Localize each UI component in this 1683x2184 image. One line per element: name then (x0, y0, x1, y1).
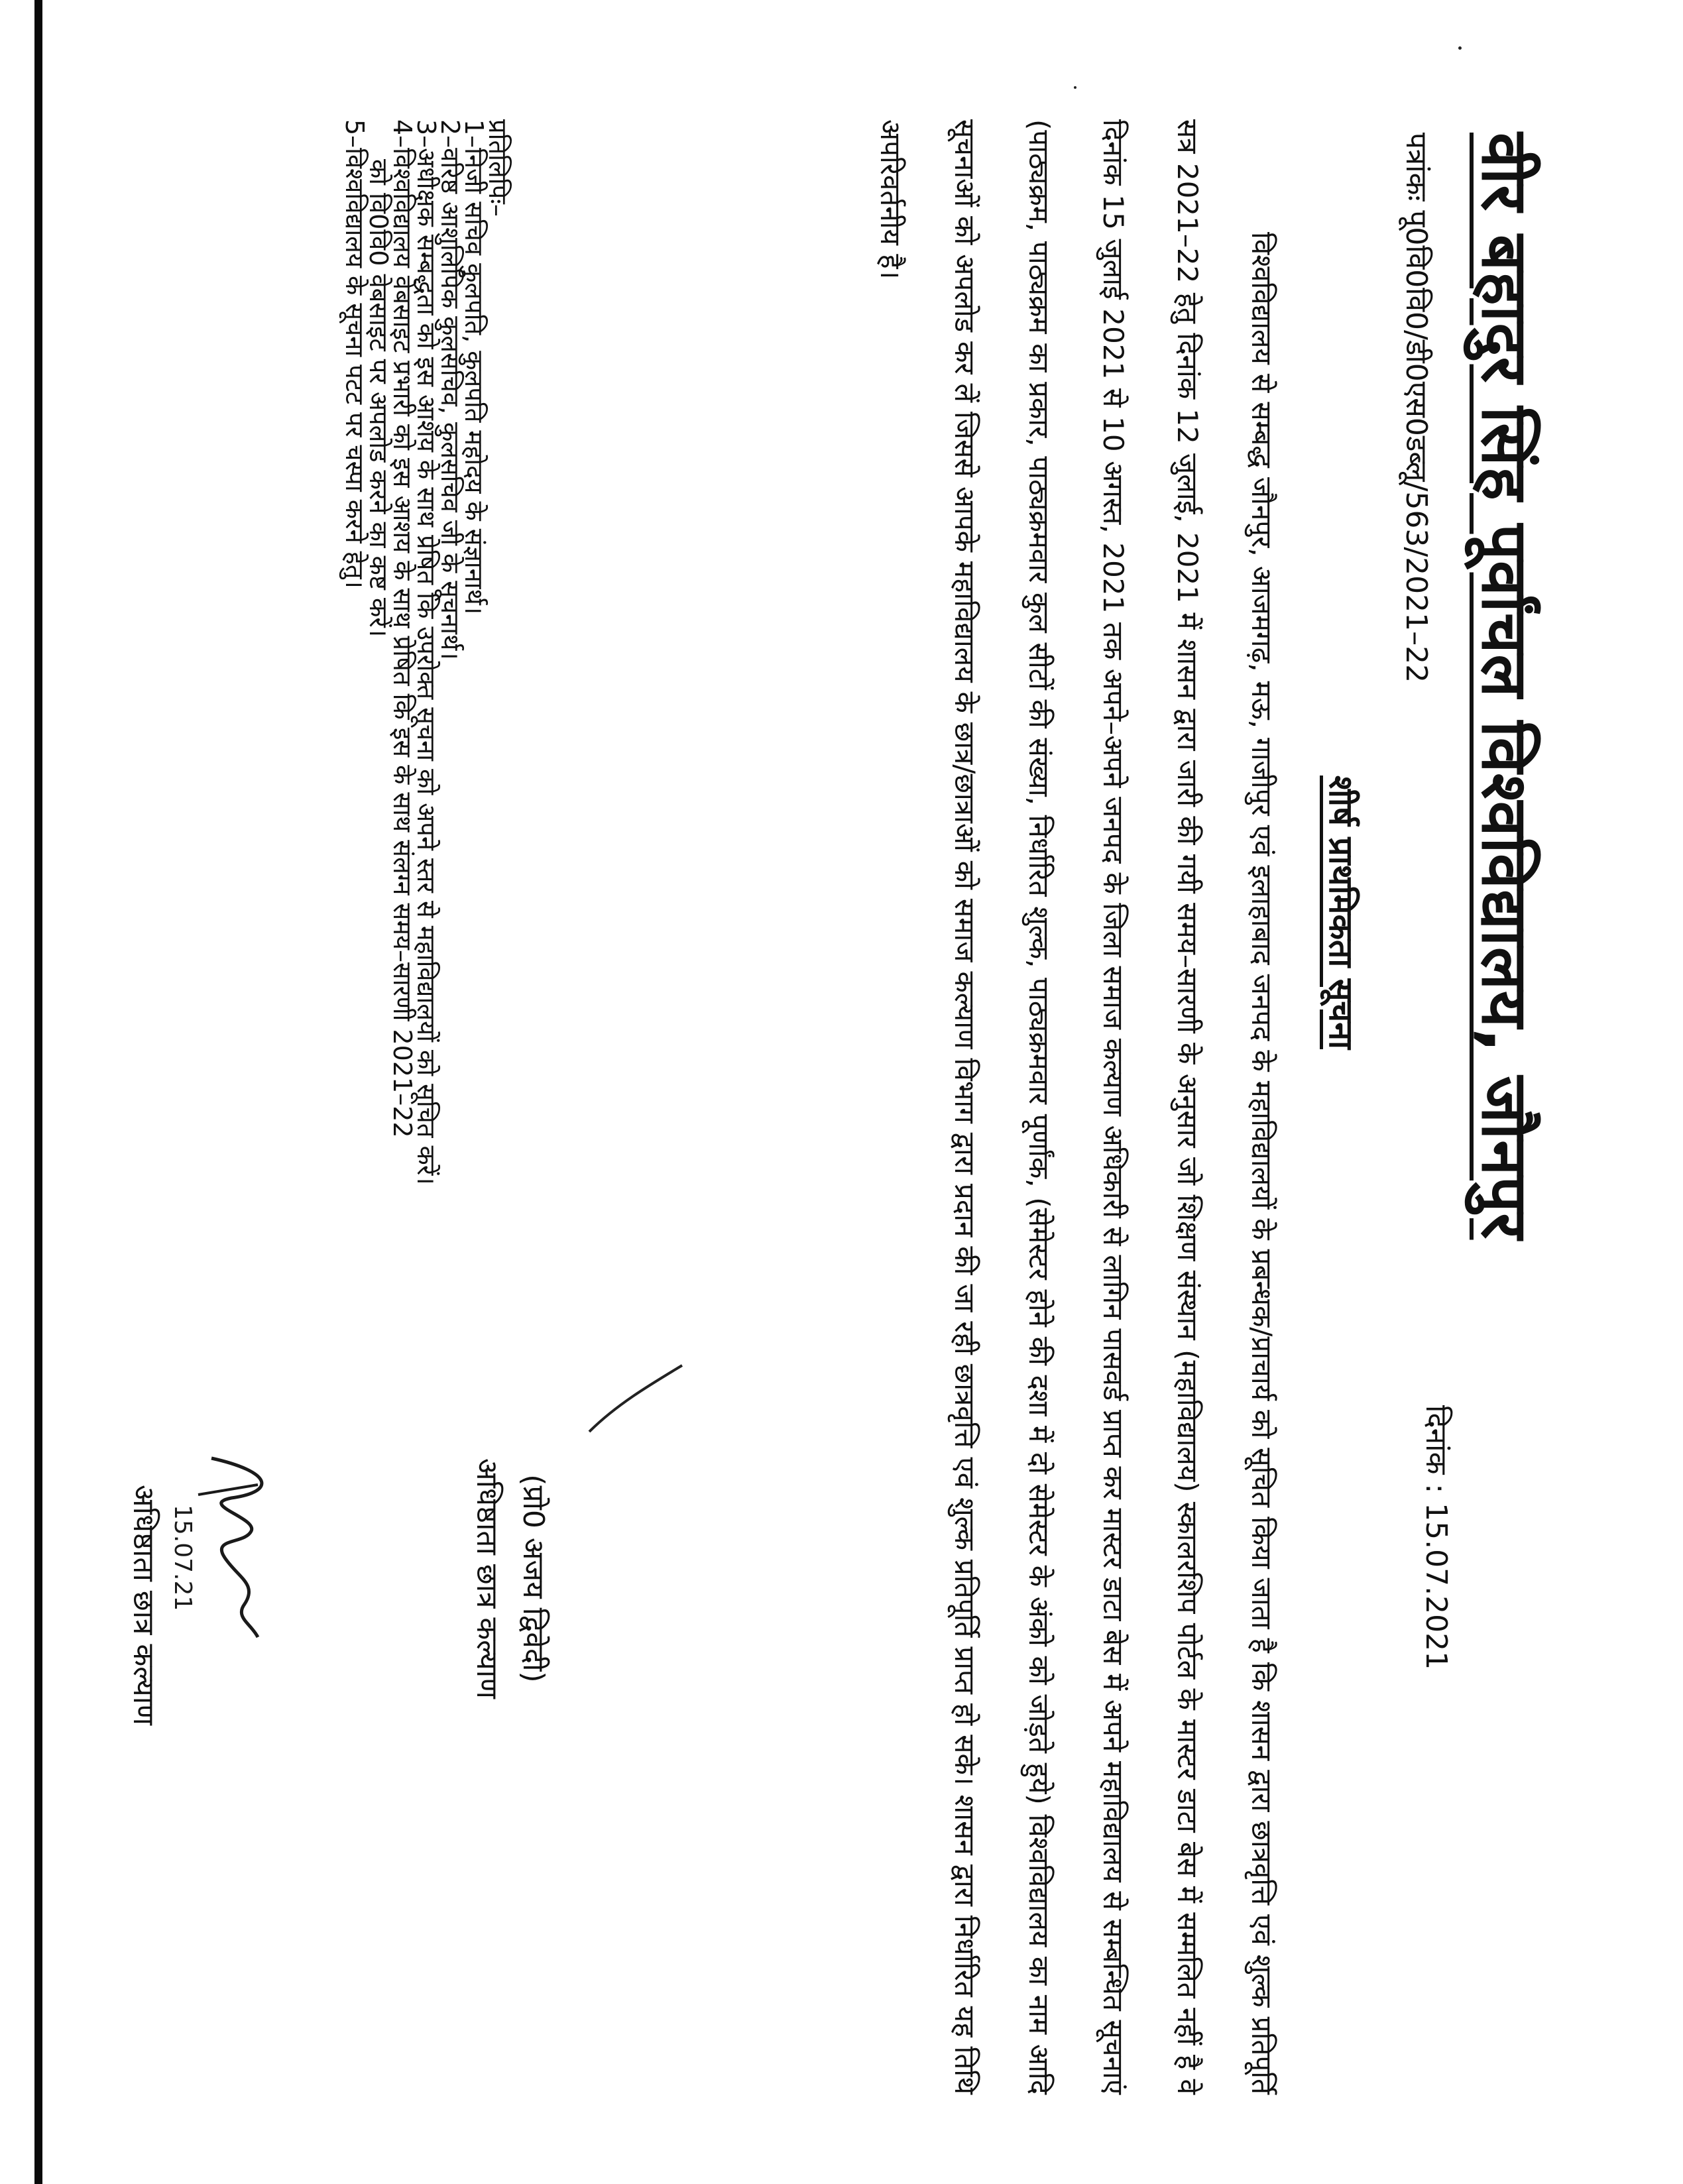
notice-subject: शीर्ष प्राथमिकता सूचना (1322, 776, 1360, 1049)
copy-to-heading: प्रतिलिपिः– (483, 119, 512, 217)
copy-to-item: 1–निजी सचिव कुलपति, कुलपति महोदय के संज्ञानार्थ। (459, 119, 489, 615)
copy-to-list (340, 119, 512, 1478)
issue-date: दिनांक : 15.07.2021 (1419, 1405, 1453, 1670)
signatory-name: (प्रो0 अजय द्विवेदी) (516, 1474, 550, 1683)
final-designation: अधिष्ठाता छात्र कल्याण (127, 1485, 160, 1725)
copy-to-item-continued: को वि0वि0 वेबसाइट पर अपलोड करने का कष्ट करें। (364, 159, 393, 638)
signatory-designation: अधिष्ठाता छात्र कल्याण (470, 1458, 504, 1699)
reference-number: पत्रांकः पू0वि0वि0/डी0एस0डब्लू/563/2021–22 (1399, 133, 1433, 683)
signature-date: 15.07.21 (169, 1505, 196, 1611)
copy-to-item: 4–विश्वविद्यालय वेबसाइट प्रभारी को इस आशय के साथ प्रेषित कि इस के साथ संलग्न समय–सारणी 2021–22 (388, 119, 417, 1138)
notice-body: विश्वविद्यालय से सम्बद्ध जौनपुर, आजमगढ़, मऊ, गाजीपुर एवं इलाहाबाद जनपद के महाविद्यालयों के प्रबन्धक/प्राचार्य को सूचित किया जाता है कि शासन द्वारा छात्रवृत्ति एवं शुल्क प्रतिपूर्ति सत्र 2021–22 हेतु दिनांक 12 जुलाई, 2021 में शासन द्वारा जारी की गयी समय–सारणी के अनुसार जो शिक्षण संस्थान (महाविद्यालय) स्कालरशिप पोर्टल के मास्टर डाटा बेस में सम्मलित नहीं है वे दिनांक 15 जुलाई 2021 से 10 अगस्त, 2021 तक अपने–अपने जनपद के जिला समाज कल्याण अधिकारी से लागिन पासवर्ड प्राप्त कर मास्टर डाटा बेस में अपने महाविद्यालय से सम्बन्धित सूचनाएं (पाठ्यक्रम, पाठ्यक्रम का प्रकार, पाठ्यक्रमवार कुल सीटों की संख्या, निर्धारित शुल्क, पाठ्यक्रमवार पूर्णांक, (सेमेस्टर होने की दशा में दो सेमेस्टर के अंको को जोड़ते हुये) विश्वविद्यालय का नाम आदि सूचनाओं को अपलोड कर लें जिससे आपके महाविद्यालय के छात्र/छात्राओं को समाज कल्याण विभाग द्वारा प्रदान की जा रही छात्रवृत्ति एवं शुल्क प्रतिपूर्ति प्राप्त हो सके। शासन द्वारा निर्धारित यह तिथि अपरिवर्तनीय है। (874, 119, 1278, 2095)
university-title: वीर बहादुर सिंह पूर्वांचल विश्वविद्यालय, जौनपुर (1468, 133, 1542, 1240)
signatory-block (463, 1458, 556, 1699)
copy-to-item: 5–विश्वविद्यालय के सूचना पटट पर चस्पा करने हेतु। (340, 119, 369, 589)
copy-to-item: 3–अधीक्षक सम्बद्धता को इस आशय के साथ प्रेषित कि उपरोक्त सूचना को अपने स्तर से महाविद्यालयों को सूचित करें। (412, 119, 441, 1185)
handwritten-signature (165, 1445, 298, 1644)
copy-to-item: 2–वरिष्ठ आशुलिपिक कुलसचिव, कुलसचिव जी के सूचनार्थ। (435, 119, 465, 660)
pen-mark (583, 1359, 689, 1438)
